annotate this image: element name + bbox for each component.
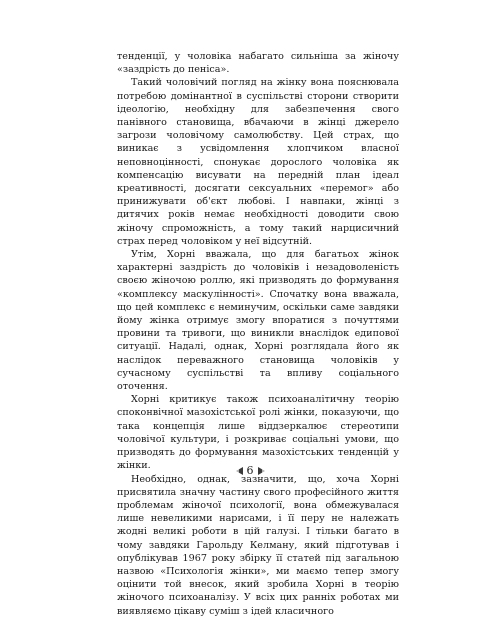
page-footer bbox=[0, 464, 500, 477]
paragraph-4: Хорні критикує також психоаналітичну теорію споконвічної мазохістської ролі жінки, показуючи, що така концепція лише віддзеркалює стереотипи чоловічої культури, і розкриває соціальні умови, що призводять до формування мазохістських тенденцій у жінки. bbox=[117, 394, 399, 472]
paragraph-5: Необхідно, однак, зазначити, що, хоча Хорні присвятила значну частину свого професійного життя проблемам жіночої психології, вона обмежувалася лише невеликими нарисами, і її перу не належать жодні великі роботи в цій галузі. І тільки багато в чому завдяки Гарольду Келману, який підготував і опублікував 1967 року збірку її статей під загальною назвою «Психологія жінки», ми маємо тепер змогу оцінити той внесок, який зробила Хорні в теорію жіночого психоаналізу. У всіх цих ранніх роботах ми виявляємо цікаву суміш з ідей класичного bbox=[117, 473, 399, 617]
left-ornament-icon bbox=[234, 466, 244, 476]
paragraph-3: Утім, Хорні вважала, що для багатьох жінок характерні заздрість до чоловіків і незадоволеність своєю жіночою роллю, які призводять до формування «комплексу маскулінності». Спочатку вона вважала, що цей комплекс є неминучим, оскільки саме завдяки йому жінка отримує змогу впоратися з почуттями провини та тривоги, що виникли внаслідок едипової ситуації. Надалі, однак, Хорні розглядала його як наслідок переважного становища чоловіків у сучасному суспільстві та впливу соціального оточення. bbox=[117, 249, 399, 393]
body-text bbox=[117, 50, 399, 618]
right-ornament-icon bbox=[257, 466, 267, 476]
page-number: 6 bbox=[246, 464, 254, 477]
paragraph-1: тенденції, у чоловіка набагато сильніша за жіночу «заздрість до пеніса». bbox=[117, 51, 399, 76]
page-number-block bbox=[234, 464, 267, 477]
paragraph-2: Такий чоловічий погляд на жінку вона пояснювала потребою домінантної в суспільстві сторони створити ідеологію, необхідну для забезпечення свого панівного становища, вбачаючи в жінці джерело загрози чоловічому самолюбству. Цей страх, що виникає з усвідомлення хлопчиком власної неповноцінності, спонукає дорослого чоловіка як компенсацію висувати на передній план ідеал креативності, досягати сексуальних «перемог» або принижувати об'єкт любові. І навпаки, жінці з дитячих років немає необхідності доводити свою жіночу спроможність, а тому такий нарцисичний страх перед чоловіком у неї відсутній. bbox=[117, 77, 399, 247]
